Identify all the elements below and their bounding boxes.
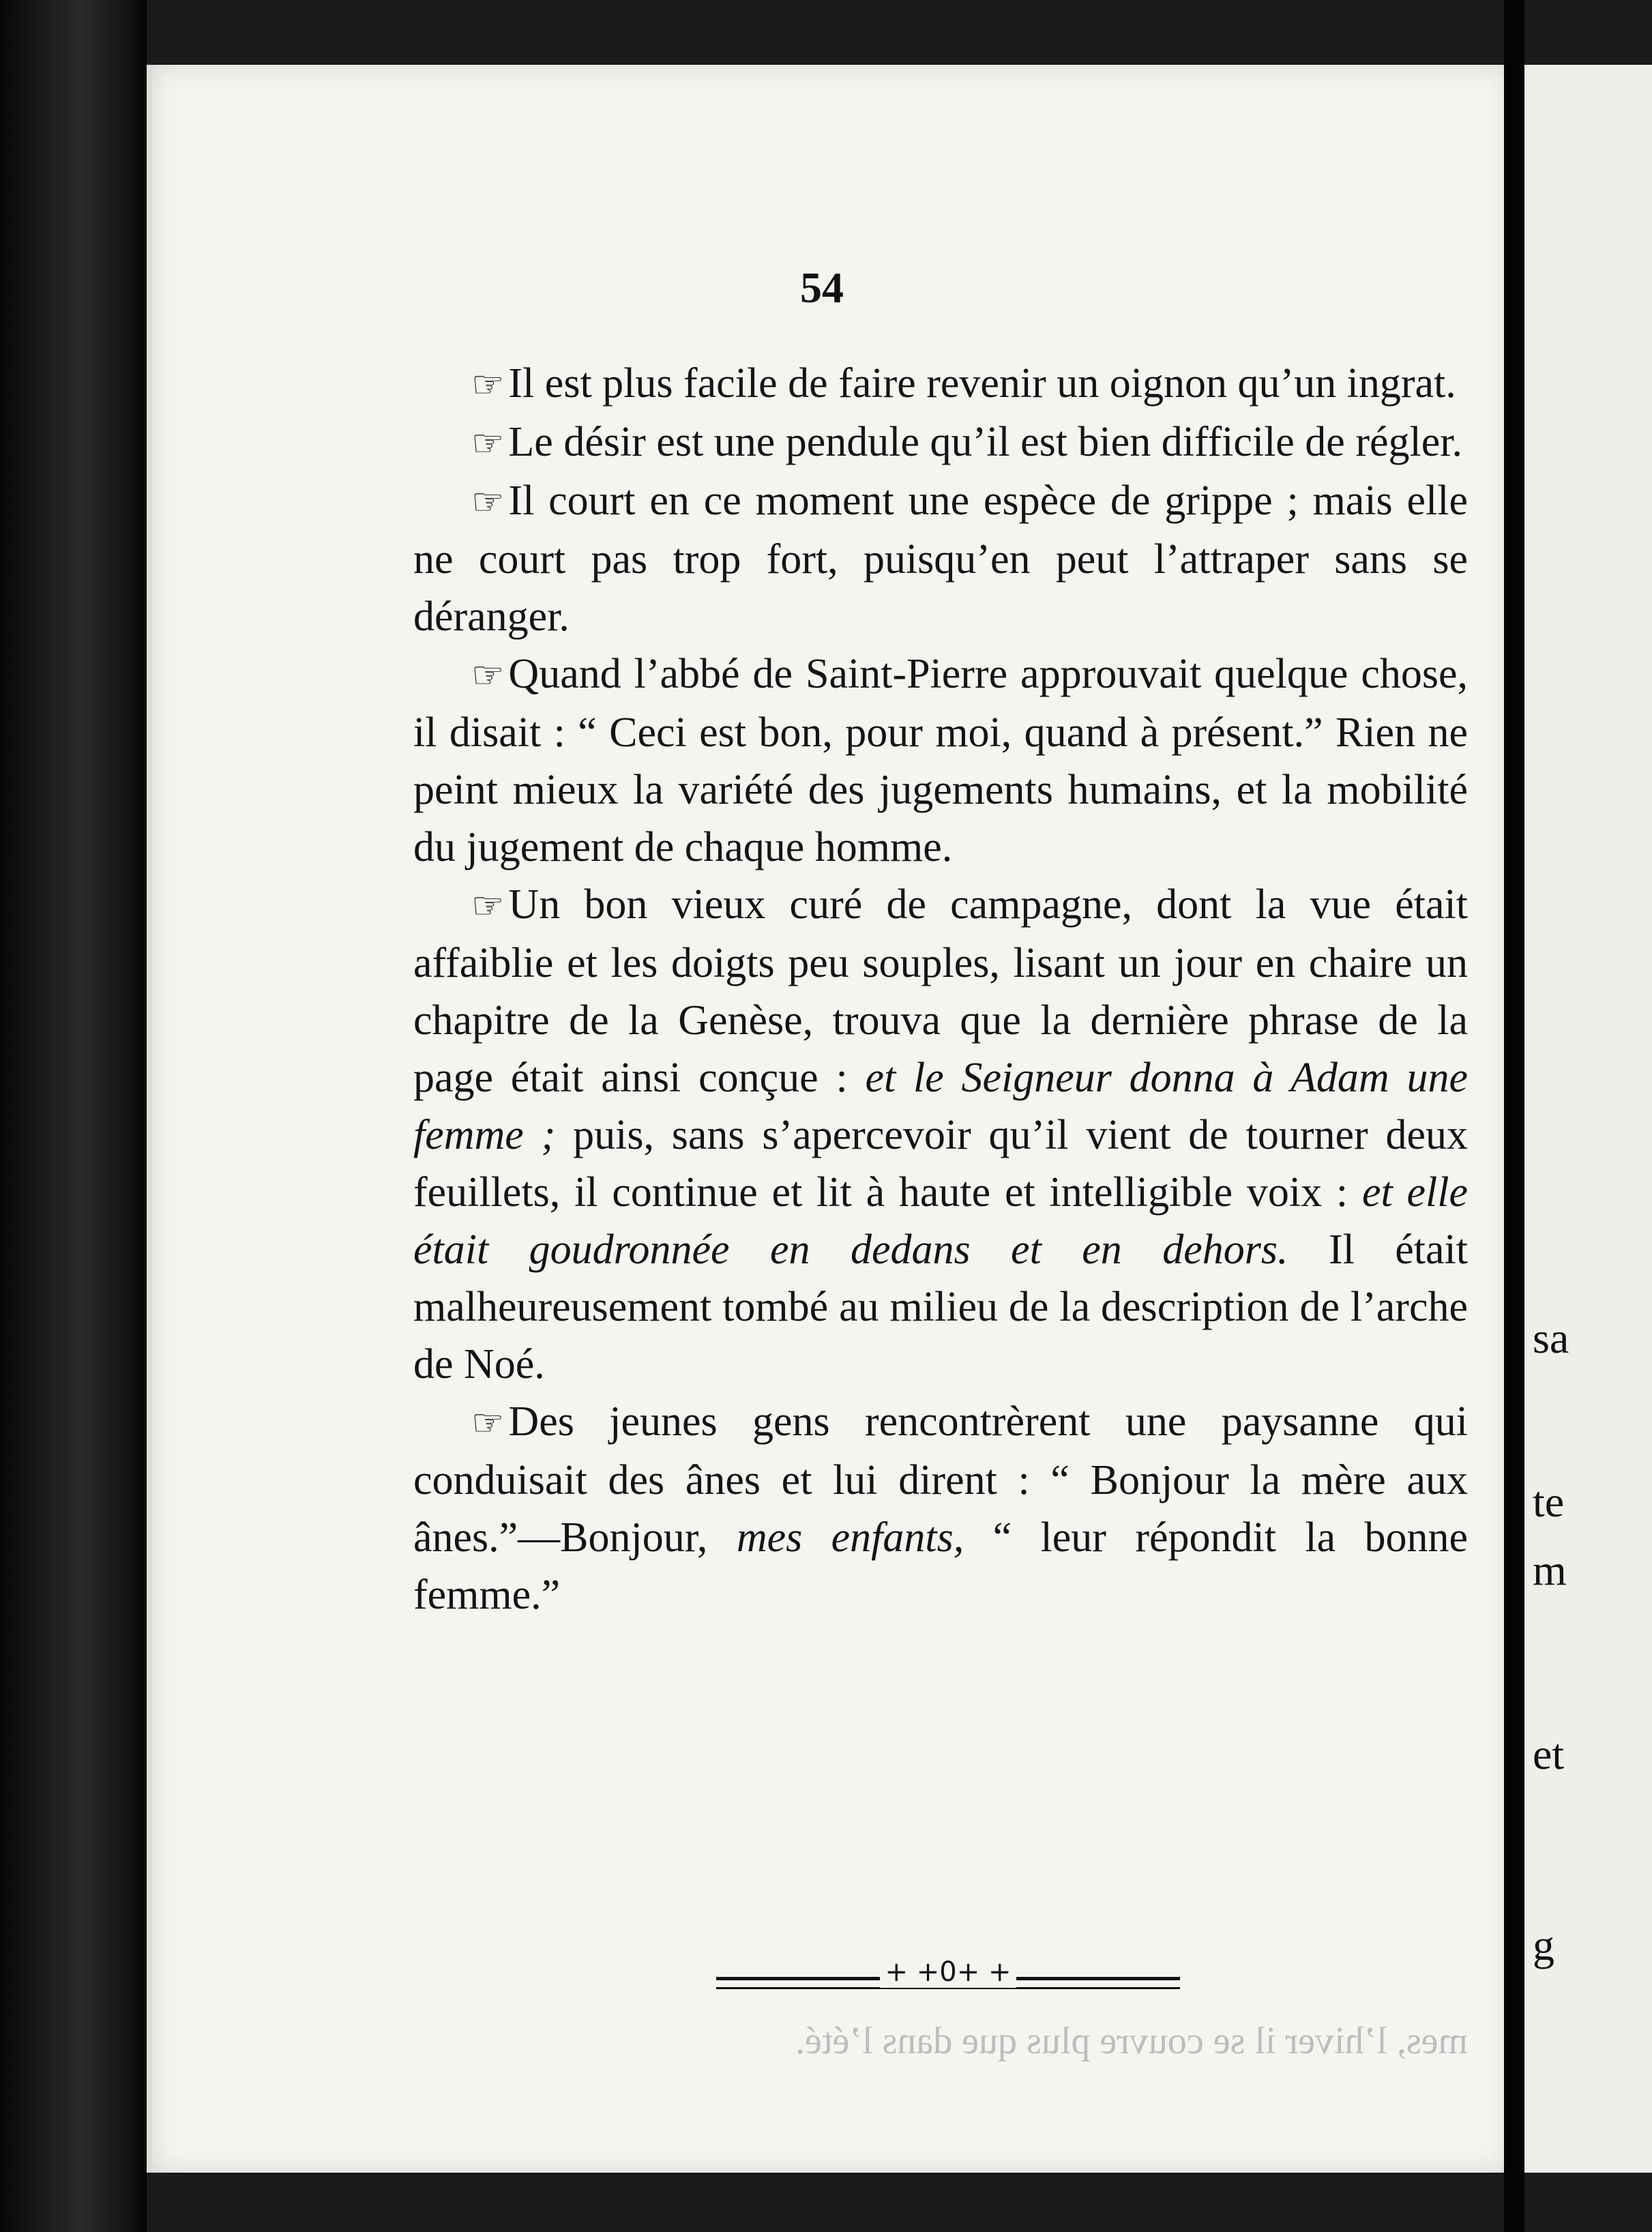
adjacent-page-fragment: g xyxy=(1533,1921,1554,1969)
text-run: puis, sans s’apercevoir qu’il vient de tourner deux feuillets, il continue et lit à haute et intelligible voix : xyxy=(413,1112,1468,1216)
book-spine-shadow xyxy=(0,0,147,2232)
adjacent-page-fragment: sa xyxy=(1533,1314,1569,1362)
text-block xyxy=(413,355,1468,1624)
pointing-hand-icon: ☞ xyxy=(471,654,505,696)
paragraph xyxy=(413,355,1468,413)
text-run: Il est plus facile de faire revenir un oignon qu’un ingrat. xyxy=(508,360,1456,407)
adjacent-page-fragment: te xyxy=(1533,1478,1565,1526)
italic-text: et elle était goudronnée en dedans et en dehors. xyxy=(413,1169,1469,1273)
paragraph xyxy=(413,472,1468,645)
italic-text: mes enfants, xyxy=(736,1514,964,1561)
adjacent-page-fragment: m xyxy=(1533,1546,1567,1594)
adjacent-page-edge xyxy=(1524,65,1652,2173)
bleed-through-text: mes, l’hiver il se couvre plus que dans l’été. xyxy=(795,2020,1468,2062)
book-gutter xyxy=(1504,0,1524,2232)
text-run: “ leur répondit la bonne femme.” xyxy=(413,1514,1468,1618)
page-number: 54 xyxy=(800,263,844,312)
text-run: Le désir est une pendule qu’il est bien difficile de régler. xyxy=(508,419,1462,465)
text-run: Il était malheureusement tombé au milieu de la description de l’arche de Noé. xyxy=(413,1227,1468,1387)
paragraph xyxy=(413,876,1468,1393)
pointing-hand-icon: ☞ xyxy=(471,363,505,406)
adjacent-page-fragment: et xyxy=(1533,1730,1565,1778)
text-run: Quand l’abbé de Saint-Pierre approuvait quelque chose, il disait : “ Ceci est bon, pour moi, quand à présent.” Rien ne peint mieux la variété des jugements humains, et la mobilité du jugement de chaque homme. xyxy=(413,651,1468,870)
paragraph xyxy=(413,413,1468,472)
text-run: Il court en ce moment une espèce de grippe ; mais elle ne court pas trop fort, puisqu’en peut l’attraper sans se déranger. xyxy=(413,478,1468,640)
rule-ornament: + +0+ + xyxy=(880,1956,1016,1988)
pointing-hand-icon: ☞ xyxy=(471,480,505,523)
italic-text: et le Seigneur donna à Adam une femme ; xyxy=(413,1055,1468,1158)
text-run: Des jeunes gens rencontrèrent une paysanne qui conduisait des ânes et lui dirent : “ Bonjour la mère aux ânes.”—Bonjour, xyxy=(413,1398,1468,1561)
pointing-hand-icon: ☞ xyxy=(471,422,505,465)
paragraph xyxy=(413,1393,1468,1624)
text-run: Un bon vieux curé de campagne, dont la vue était affaiblie et les doigts peu souples, lisant un jour en chaire un chapitre de la Genèse, trouva que la dernière phrase de la page était ainsi conçue : xyxy=(413,881,1468,1101)
paragraph xyxy=(413,645,1468,876)
pointing-hand-icon: ☞ xyxy=(471,1401,505,1444)
pointing-hand-icon: ☞ xyxy=(471,884,505,927)
